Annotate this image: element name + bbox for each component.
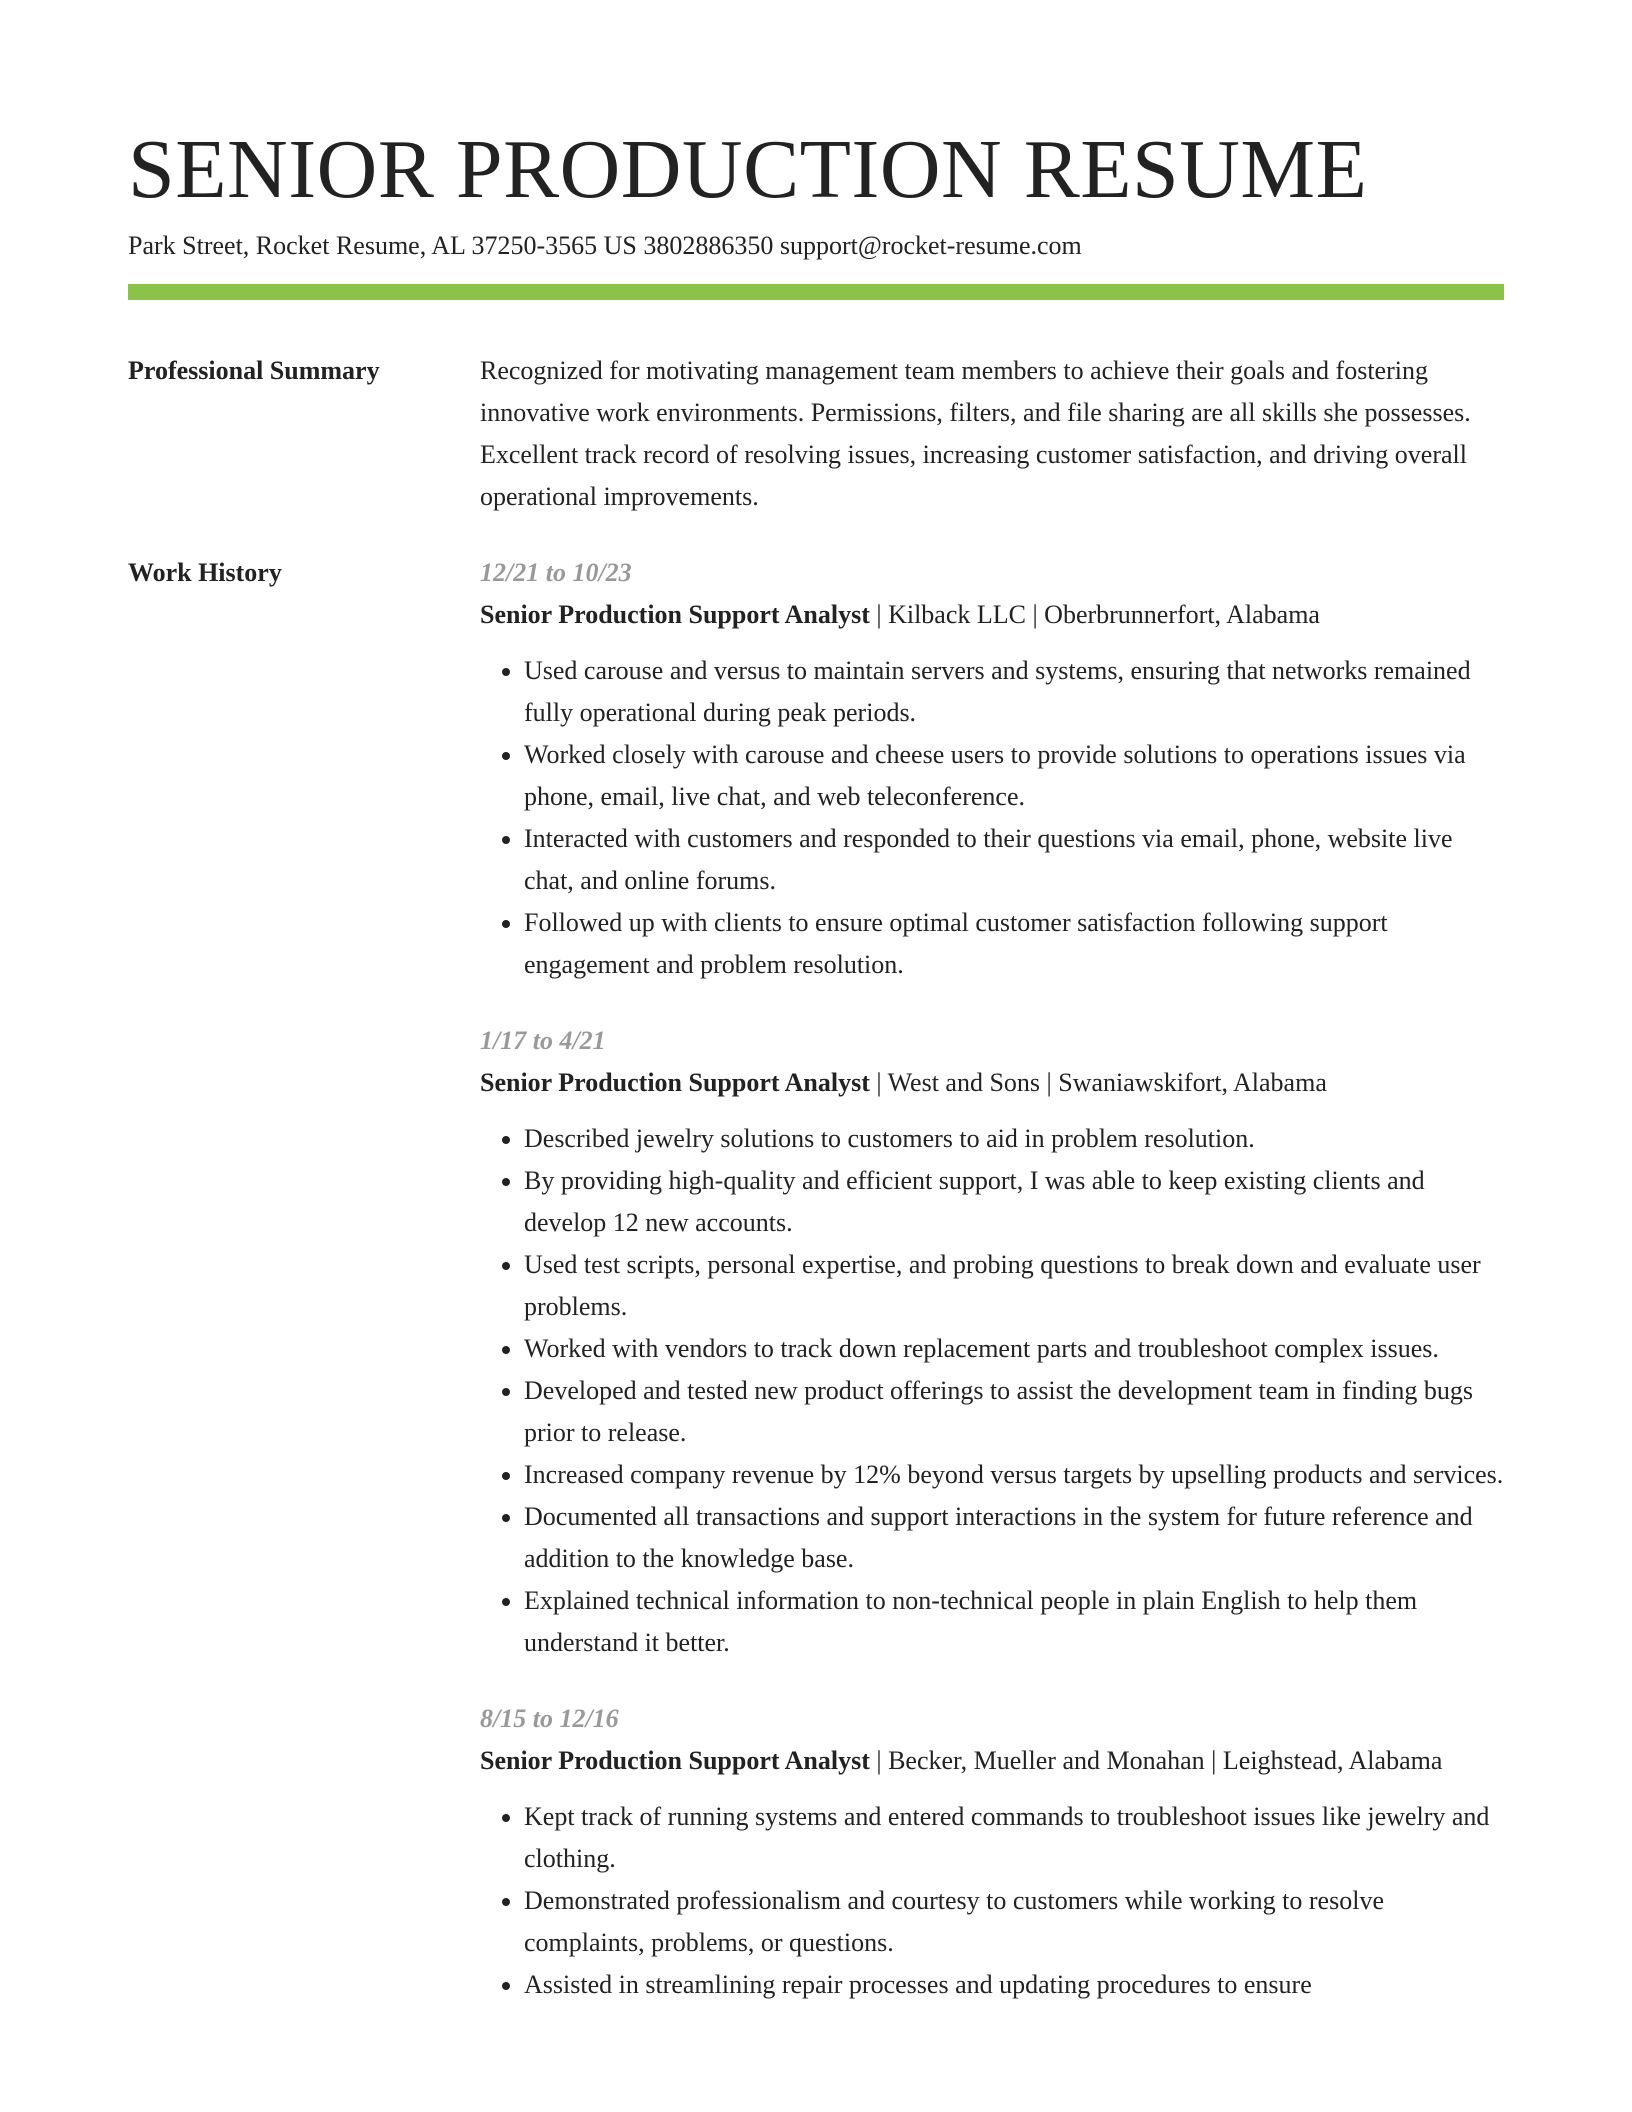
summary-label: Professional Summary	[128, 356, 380, 385]
bullet-item: • Demonstrated professionalism and courtesy to customers while working to resolve complaints, problems, or questions.	[524, 1880, 1504, 1964]
job-entry	[480, 1020, 1504, 1664]
job-bullets	[480, 1796, 1504, 2006]
job-entry	[480, 1698, 1504, 2006]
bullet-item: • Interacted with customers and responded to their questions via email, phone, website live chat, and online forums.	[524, 818, 1504, 902]
header-divider	[128, 284, 1504, 300]
contact-line: Park Street, Rocket Resume, AL 37250-3565 US 3802886350 support@rocket-resume.com	[128, 231, 1082, 260]
bullet-item: • Kept track of running systems and entered commands to troubleshoot issues like jewelry and clothing.	[524, 1796, 1504, 1880]
bullet-item: • Worked with vendors to track down replacement parts and troubleshoot complex issues.	[524, 1328, 1504, 1370]
resume-title: SENIOR PRODUCTION RESUME	[128, 123, 1368, 216]
job-title: Senior Production Support Analyst	[480, 1746, 870, 1775]
bullet-item: • Documented all transactions and support interactions in the system for future reference and addition to the knowledge base.	[524, 1496, 1504, 1580]
job-heading	[480, 1740, 1504, 1782]
summary-text: Recognized for motivating management team members to achieve their goals and fostering innovative work environments. Permissions, filters, and file sharing are all skills she possesses. Excellent track record of resolving issues, increasing customer satisfaction, and driving overall operational improvements.	[480, 356, 1471, 511]
job-details: | Becker, Mueller and Monahan | Leighstead, Alabama	[869, 1746, 1443, 1775]
bullet-item: • By providing high-quality and efficient support, I was able to keep existing clients and develop 12 new accounts.	[524, 1160, 1504, 1244]
job-details: | Kilback LLC | Oberbrunnerfort, Alabama	[869, 600, 1320, 629]
job-title: Senior Production Support Analyst	[480, 600, 870, 629]
work-history-label: Work History	[128, 558, 282, 587]
work-history-section	[128, 552, 1504, 2040]
summary-section	[128, 350, 1504, 518]
job-bullets	[480, 1118, 1504, 1664]
bullet-item: • Developed and tested new product offerings to assist the development team in finding bugs prior to release.	[524, 1370, 1504, 1454]
job-dates: 1/17 to 4/21	[480, 1026, 606, 1055]
bullet-item: • Assisted in streamlining repair processes and updating procedures to ensure	[524, 1964, 1504, 2006]
job-details: | West and Sons | Swaniawskifort, Alabama	[869, 1068, 1327, 1097]
job-dates: 12/21 to 10/23	[480, 558, 632, 587]
bullet-item: • Increased company revenue by 12% beyond versus targets by upselling products and services.	[524, 1454, 1504, 1496]
job-title: Senior Production Support Analyst	[480, 1068, 870, 1097]
bullet-item: • Followed up with clients to ensure optimal customer satisfaction following support engagement and problem resolution.	[524, 902, 1504, 986]
bullet-item: • Worked closely with carouse and cheese users to provide solutions to operations issues via phone, email, live chat, and web teleconference.	[524, 734, 1504, 818]
job-bullets	[480, 650, 1504, 986]
job-heading	[480, 1062, 1504, 1104]
resume-page	[128, 120, 1504, 2040]
job-list	[480, 552, 1504, 2040]
bullet-item: • Described jewelry solutions to customers to aid in problem resolution.	[524, 1118, 1504, 1160]
bullet-item: • Used test scripts, personal expertise, and probing questions to break down and evaluate user problems.	[524, 1244, 1504, 1328]
job-entry	[480, 552, 1504, 986]
job-heading	[480, 594, 1504, 636]
job-dates: 8/15 to 12/16	[480, 1704, 619, 1733]
bullet-item: • Used carouse and versus to maintain servers and systems, ensuring that networks remained fully operational during peak periods.	[524, 650, 1504, 734]
bullet-item: • Explained technical information to non-technical people in plain English to help them understand it better.	[524, 1580, 1504, 1664]
